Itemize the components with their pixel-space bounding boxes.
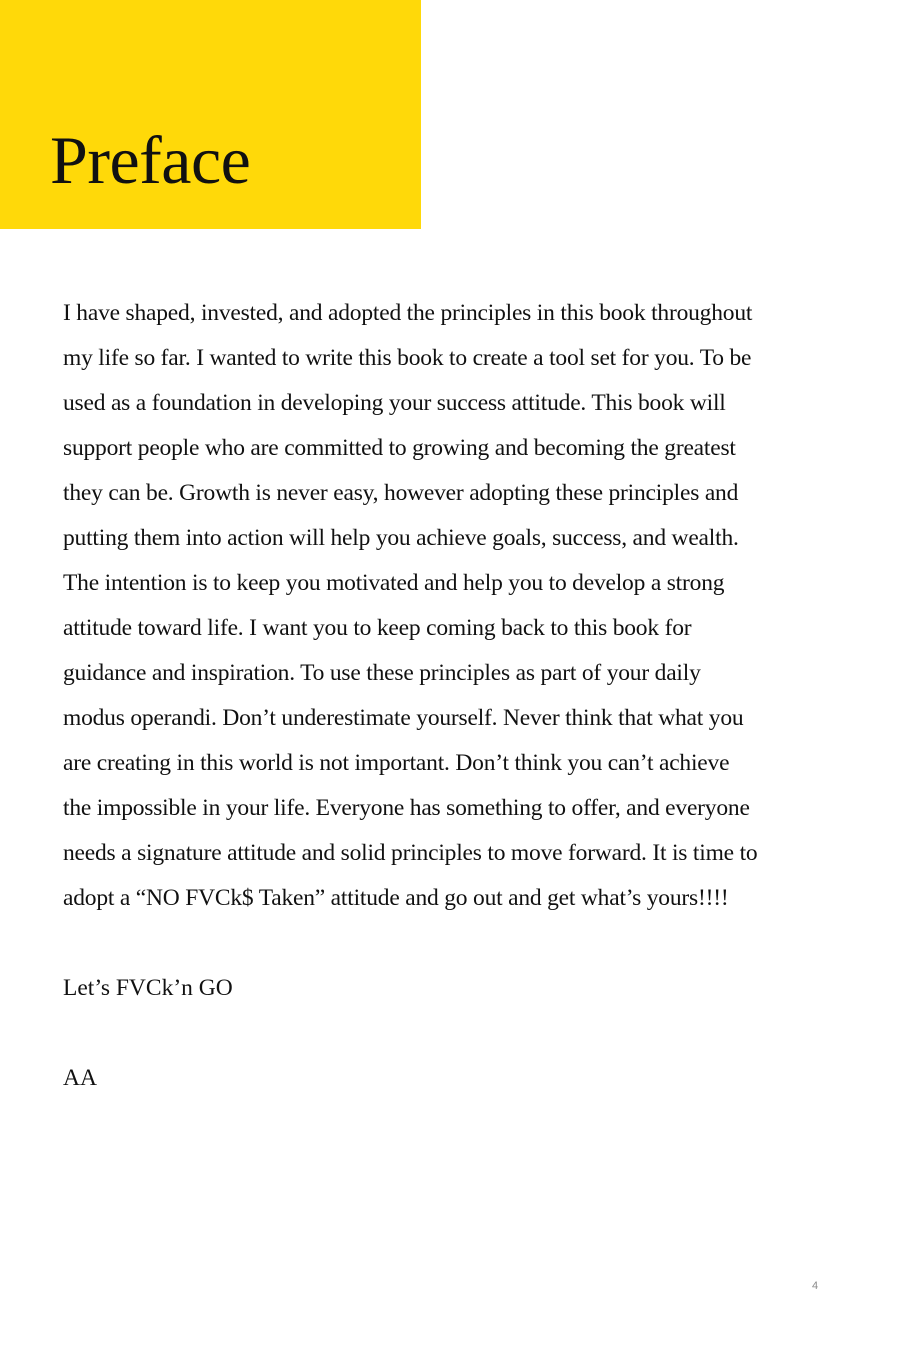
body-line: are creating in this world is not important. Don’t think you can’t achieve: [63, 750, 730, 776]
body-line: support people who are committed to growing and becoming the greatest: [63, 435, 736, 461]
body-line: I have shaped, invested, and adopted the principles in this book throughout: [63, 300, 753, 326]
page-number: 4: [812, 1280, 819, 1292]
body-line: attitude toward life. I want you to keep coming back to this book for: [63, 615, 692, 641]
body-line: my life so far. I wanted to write this book to create a tool set for you. To be: [63, 345, 752, 371]
body-line: The intention is to keep you motivated and help you to develop a strong: [63, 570, 725, 596]
body-line: modus operandi. Don’t underestimate yourself. Never think that what you: [63, 705, 744, 731]
preface-body: [63, 291, 843, 921]
body-line: adopt a “NO FVCk$ Taken” attitude and go out and get what’s yours!!!!: [63, 885, 729, 911]
body-line: guidance and inspiration. To use these principles as part of your daily: [63, 660, 701, 686]
page-title: Preface: [50, 122, 251, 198]
closing-line: Let’s FVCk’n GO: [63, 975, 233, 1001]
body-line: the impossible in your life. Everyone has something to offer, and everyone: [63, 795, 750, 821]
body-line: putting them into action will help you achieve goals, success, and wealth.: [63, 525, 739, 551]
body-line: used as a foundation in developing your success attitude. This book will: [63, 390, 726, 416]
author-signature: AA: [63, 1065, 97, 1091]
body-line: they can be. Growth is never easy, however adopting these principles and: [63, 480, 739, 506]
body-line: needs a signature attitude and solid principles to move forward. It is time to: [63, 840, 758, 866]
